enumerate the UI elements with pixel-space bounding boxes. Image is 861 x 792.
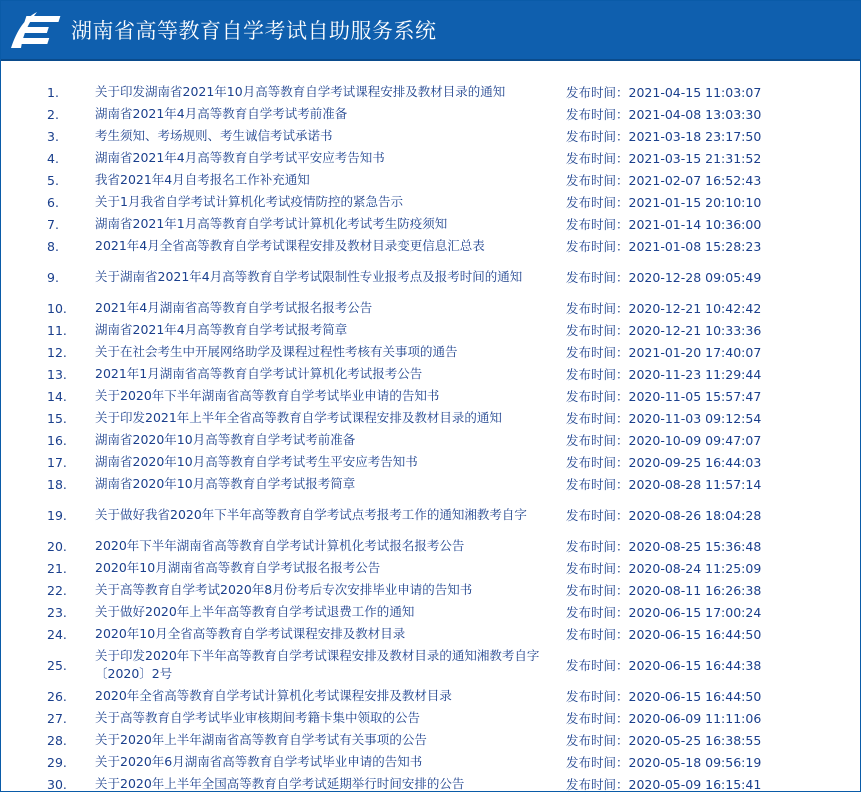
publish-time — [566, 387, 761, 405]
notice-title-link[interactable]: 2020年全省高等教育自学考试计算机化考试课程安排及教材目录 — [95, 688, 452, 703]
notice-title-link[interactable]: 关于2020年上半年湖南省高等教育自学考试有关事项的公告 — [95, 732, 427, 747]
item-number: 12. — [47, 344, 67, 360]
publish-time — [566, 431, 761, 449]
notice-title-link[interactable]: 关于印发2020年下半年高等教育自学考试课程安排及教材目录的通知湘教考自字〔2020〕2号 — [95, 648, 540, 681]
item-number: 18. — [47, 476, 67, 492]
publish-time — [566, 537, 761, 555]
item-number: 24. — [47, 626, 67, 642]
notice-title-link[interactable]: 湖南省2021年4月高等教育自学考试平安应考告知书 — [95, 150, 385, 165]
list-item[interactable] — [1, 257, 860, 297]
publish-time-value: 2021-01-20 17:40:07 — [628, 345, 762, 360]
item-number: 30. — [47, 776, 67, 792]
publish-time-value: 2021-01-08 15:28:23 — [628, 239, 762, 254]
list-item[interactable] — [1, 451, 860, 473]
notice-title-link[interactable]: 湖南省2020年10月高等教育自学考试考前准备 — [95, 432, 356, 447]
item-number: 9. — [47, 269, 59, 285]
publish-time-label: 发布时间： — [566, 411, 629, 426]
publish-time — [566, 83, 761, 101]
item-number: 14. — [47, 388, 67, 404]
publish-time — [566, 365, 761, 383]
item-number: 6. — [47, 194, 59, 210]
notice-title-link[interactable]: 考生须知、考场规则、考生诚信考试承诺书 — [95, 128, 333, 143]
publish-time — [566, 171, 761, 189]
list-item[interactable] — [1, 147, 860, 169]
publish-time-value: 2021-03-15 21:31:52 — [628, 151, 762, 166]
publish-time-label: 发布时间： — [566, 777, 629, 792]
list-item[interactable] — [1, 751, 860, 773]
notice-title-link[interactable]: 湖南省2020年10月高等教育自学考试考生平安应考告知书 — [95, 454, 418, 469]
notice-title-link[interactable]: 2020年下半年湖南省高等教育自学考试计算机化考试报名报考公告 — [95, 538, 465, 553]
list-item[interactable] — [1, 729, 860, 751]
item-number: 5. — [47, 172, 59, 188]
notice-title-link[interactable]: 关于高等教育自学考试2020年8月份考后专次安排毕业申请的告知书 — [95, 582, 473, 597]
list-item[interactable] — [1, 235, 860, 257]
notice-title-link[interactable]: 2021年4月湖南省高等教育自学考试报名报考公告 — [95, 300, 373, 315]
list-item[interactable] — [1, 773, 860, 792]
list-item[interactable] — [1, 535, 860, 557]
publish-time-value: 2021-01-15 20:10:10 — [628, 195, 762, 210]
item-number: 22. — [47, 582, 67, 598]
notice-title-link[interactable]: 关于1月我省自学考试计算机化考试疫情防控的紧急告示 — [95, 194, 403, 209]
publish-time-label: 发布时间： — [566, 561, 629, 576]
publish-time-label: 发布时间： — [566, 129, 629, 144]
publish-time-value: 2020-08-24 11:25:09 — [628, 561, 762, 576]
publish-time-value: 2020-11-03 09:12:54 — [628, 411, 762, 426]
publish-time — [566, 453, 761, 471]
publish-time-value: 2021-04-15 11:03:07 — [628, 85, 762, 100]
item-number: 15. — [47, 410, 67, 426]
publish-time-label: 发布时间： — [566, 107, 629, 122]
publish-time-label: 发布时间： — [566, 455, 629, 470]
publish-time-label: 发布时间： — [566, 627, 629, 642]
publish-time-value: 2020-08-25 15:36:48 — [628, 539, 762, 554]
publish-time-label: 发布时间： — [566, 605, 629, 620]
list-item[interactable] — [1, 191, 860, 213]
list-item[interactable] — [1, 579, 860, 601]
notice-title-link[interactable]: 湖南省2021年4月高等教育自学考试报考简章 — [95, 322, 348, 337]
publish-time-value: 2021-01-14 10:36:00 — [628, 217, 762, 232]
notice-title-link[interactable]: 关于高等教育自学考试毕业审核期间考籍卡集中领取的公告 — [95, 710, 421, 725]
list-item[interactable] — [1, 341, 860, 363]
publish-time-value: 2020-06-15 16:44:50 — [628, 689, 762, 704]
publish-time-label: 发布时间： — [566, 433, 629, 448]
publish-time-label: 发布时间： — [566, 389, 629, 404]
item-number: 4. — [47, 150, 59, 166]
publish-time-value: 2020-06-15 16:44:50 — [628, 627, 762, 642]
list-item[interactable] — [1, 601, 860, 623]
publish-time-value: 2020-05-18 09:56:19 — [628, 755, 762, 770]
item-number: 13. — [47, 366, 67, 382]
publish-time — [566, 475, 761, 493]
notice-title-link[interactable]: 关于2020年6月湖南省高等教育自学考试毕业申请的告知书 — [95, 754, 423, 769]
item-number: 21. — [47, 560, 67, 576]
publish-time-label: 发布时间： — [566, 239, 629, 254]
logo-icon — [7, 6, 67, 54]
publish-time — [566, 215, 761, 233]
publish-time-label: 发布时间： — [566, 217, 629, 232]
publish-time — [566, 127, 761, 145]
item-number: 27. — [47, 710, 67, 726]
item-number: 17. — [47, 454, 67, 470]
notice-title-link[interactable]: 关于印发2021年上半年全省高等教育自学考试课程安排及教材目录的通知 — [95, 410, 502, 425]
publish-time-label: 发布时间： — [566, 151, 629, 166]
publish-time — [566, 506, 761, 524]
publish-time — [566, 581, 761, 599]
publish-time-value: 2020-12-21 10:33:36 — [628, 323, 762, 338]
item-number: 1. — [47, 84, 59, 100]
item-number: 7. — [47, 216, 59, 232]
item-number: 19. — [47, 507, 67, 523]
notice-title-link[interactable]: 关于做好我省2020年下半年高等教育自学考试点考报考工作的通知湘教考自字 — [95, 507, 527, 522]
list-item[interactable] — [1, 557, 860, 579]
item-number: 8. — [47, 238, 59, 254]
publish-time — [566, 709, 761, 727]
notice-title-link[interactable]: 关于湖南省2021年4月高等教育自学考试限制性专业报考点及报考时间的通知 — [95, 269, 523, 284]
item-number: 20. — [47, 538, 67, 554]
list-item[interactable] — [1, 363, 860, 385]
list-item[interactable] — [1, 645, 860, 685]
notice-list — [1, 81, 860, 792]
publish-time — [566, 149, 761, 167]
item-number: 11. — [47, 322, 67, 338]
list-item[interactable] — [1, 623, 860, 645]
item-number: 26. — [47, 688, 67, 704]
publish-time — [566, 731, 761, 749]
publish-time-value: 2020-05-25 16:38:55 — [628, 733, 762, 748]
list-item[interactable] — [1, 103, 860, 125]
publish-time — [566, 193, 761, 211]
publish-time-value: 2020-09-25 16:44:03 — [628, 455, 762, 470]
notice-title-link[interactable]: 关于2020年上半年全国高等教育自学考试延期举行时间安排的公告 — [95, 776, 465, 791]
notice-title-link[interactable]: 我省2021年4月自考报名工作补充通知 — [95, 172, 310, 187]
notice-title-link[interactable]: 2020年10月全省高等教育自学考试课程安排及教材目录 — [95, 626, 406, 641]
item-number: 2. — [47, 106, 59, 122]
list-item[interactable] — [1, 169, 860, 191]
notice-title-link[interactable]: 关于2020年下半年湖南省高等教育自学考试毕业申请的告知书 — [95, 388, 440, 403]
publish-time — [566, 409, 761, 427]
publish-time-label: 发布时间： — [566, 711, 629, 726]
notice-title-link[interactable]: 2021年1月湖南省高等教育自学考试计算机化考试报考公告 — [95, 366, 423, 381]
page-title: 湖南省高等教育自学考试自助服务系统 — [71, 19, 437, 43]
publish-time-value: 2021-04-08 13:03:30 — [628, 107, 762, 122]
notice-title-link[interactable]: 关于做好2020年上半年高等教育自学考试退费工作的通知 — [95, 604, 415, 619]
list-item[interactable] — [1, 125, 860, 147]
publish-time — [566, 268, 761, 286]
item-number: 23. — [47, 604, 67, 620]
publish-time — [566, 321, 761, 339]
publish-time-value: 2020-08-11 16:26:38 — [628, 583, 762, 598]
item-number: 3. — [47, 128, 59, 144]
publish-time — [566, 687, 761, 705]
notice-title-link[interactable]: 关于印发湖南省2021年10月高等教育自学考试课程安排及教材目录的通知 — [95, 84, 506, 99]
publish-time-label: 发布时间： — [566, 323, 629, 338]
notice-title-link[interactable]: 湖南省2021年1月高等教育自学考试计算机化考试考生防疫须知 — [95, 216, 448, 231]
publish-time-value: 2020-11-05 15:57:47 — [628, 389, 762, 404]
item-number: 16. — [47, 432, 67, 448]
publish-time — [566, 603, 761, 621]
notice-title-link[interactable]: 湖南省2020年10月高等教育自学考试报考简章 — [95, 476, 356, 491]
publish-time — [566, 237, 761, 255]
list-item[interactable] — [1, 407, 860, 429]
publish-time-value: 2020-11-23 11:29:44 — [628, 367, 762, 382]
item-number: 28. — [47, 732, 67, 748]
list-item[interactable] — [1, 685, 860, 707]
notice-title-link[interactable]: 湖南省2021年4月高等教育自学考试考前准备 — [95, 106, 348, 121]
publish-time — [566, 105, 761, 123]
publish-time-label: 发布时间： — [566, 85, 629, 100]
publish-time — [566, 559, 761, 577]
publish-time-label: 发布时间： — [566, 689, 629, 704]
publish-time-label: 发布时间： — [566, 583, 629, 598]
publish-time-label: 发布时间： — [566, 477, 629, 492]
item-number: 25. — [47, 657, 67, 673]
notice-title-link[interactable]: 2021年4月全省高等教育自学考试课程安排及教材目录变更信息汇总表 — [95, 238, 485, 253]
publish-time — [566, 343, 761, 361]
publish-time — [566, 753, 761, 771]
publish-time-value: 2021-02-07 16:52:43 — [628, 173, 762, 188]
publish-time-value: 2020-08-28 11:57:14 — [628, 477, 762, 492]
publish-time-value: 2020-06-09 11:11:06 — [628, 711, 762, 726]
list-item[interactable] — [1, 213, 860, 235]
publish-time-label: 发布时间： — [566, 270, 629, 285]
list-item[interactable] — [1, 297, 860, 319]
publish-time-value: 2020-08-26 18:04:28 — [628, 508, 762, 523]
list-item[interactable] — [1, 81, 860, 103]
notice-title-link[interactable]: 2020年10月湖南省高等教育自学考试报名报考公告 — [95, 560, 381, 575]
publish-time-label: 发布时间： — [566, 658, 629, 673]
header-bar — [1, 1, 860, 61]
publish-time-label: 发布时间： — [566, 345, 629, 360]
publish-time-label: 发布时间： — [566, 508, 629, 523]
publish-time — [566, 625, 761, 643]
publish-time — [566, 299, 761, 317]
publish-time-value: 2020-06-15 16:44:38 — [628, 658, 762, 673]
publish-time-label: 发布时间： — [566, 301, 629, 316]
publish-time-value: 2020-05-09 16:15:41 — [628, 777, 762, 792]
list-item[interactable] — [1, 495, 860, 535]
publish-time-label: 发布时间： — [566, 733, 629, 748]
publish-time-value: 2020-10-09 09:47:07 — [628, 433, 762, 448]
publish-time-label: 发布时间： — [566, 367, 629, 382]
publish-time — [566, 656, 761, 674]
item-number: 29. — [47, 754, 67, 770]
publish-time-value: 2020-12-21 10:42:42 — [628, 301, 762, 316]
list-item[interactable] — [1, 385, 860, 407]
item-number: 10. — [47, 300, 67, 316]
list-item[interactable] — [1, 473, 860, 495]
publish-time-label: 发布时间： — [566, 173, 629, 188]
publish-time-value: 2020-06-15 17:00:24 — [628, 605, 762, 620]
list-item[interactable] — [1, 319, 860, 341]
notice-title-link[interactable]: 关于在社会考生中开展网络助学及课程过程性考核有关事项的通告 — [95, 344, 458, 359]
publish-time-value: 2021-03-18 23:17:50 — [628, 129, 762, 144]
publish-time-value: 2020-12-28 09:05:49 — [628, 270, 762, 285]
publish-time-label: 发布时间： — [566, 195, 629, 210]
publish-time-label: 发布时间： — [566, 755, 629, 770]
publish-time-label: 发布时间： — [566, 539, 629, 554]
publish-time — [566, 775, 761, 792]
list-item[interactable] — [1, 429, 860, 451]
list-item[interactable] — [1, 707, 860, 729]
